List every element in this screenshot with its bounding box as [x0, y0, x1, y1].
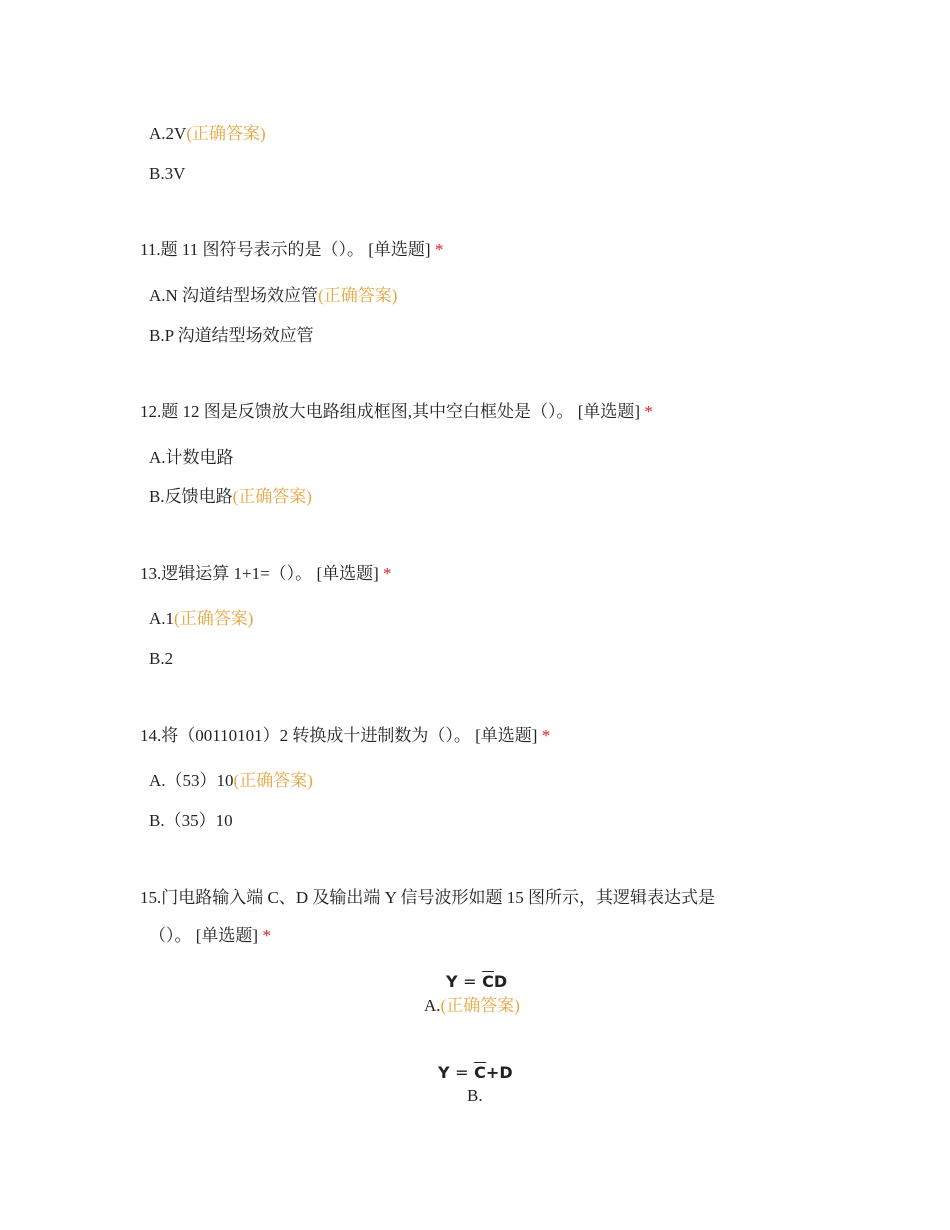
question-type: [单选题]	[195, 926, 259, 945]
required-mark: *	[541, 726, 551, 745]
q12-option-b[interactable]: B.反馈电路(正确答案)	[149, 487, 312, 506]
q15-title-line1: 15.门电路输入端 C、D 及输出端 Y 信号波形如题 15 图所示，其逻辑表达式是	[140, 888, 716, 907]
q14-title: 14.将（00110101）2 转换成十进制数为（）。 [单选题] *	[140, 726, 551, 745]
question-type: [单选题]	[368, 240, 431, 259]
q13-option-b[interactable]: B.2	[149, 649, 174, 668]
required-mark: *	[644, 402, 653, 421]
question-type: [单选题]	[316, 564, 379, 583]
correct-answer-mark: (正确答案)	[186, 124, 266, 143]
q11-option-b[interactable]: B.P 沟道结型场效应管	[149, 326, 314, 345]
q11-title: 11.题 11 图符号表示的是（）。 [单选题] *	[140, 240, 444, 259]
q15-option-b[interactable]: B.	[467, 1086, 483, 1105]
q15-formula-b: $Y = \overline{C}+D$	[438, 1063, 513, 1082]
q10-option-b[interactable]: B.3V	[149, 164, 186, 183]
q12-option-a[interactable]: A.计数电路	[149, 448, 234, 467]
question-type: [单选题]	[475, 726, 538, 745]
q14-option-b[interactable]: B.（35）10	[149, 811, 233, 830]
correct-answer-mark: (正确答案)	[174, 609, 254, 628]
correct-answer-mark: (正确答案)	[440, 996, 520, 1015]
correct-answer-mark: (正确答案)	[233, 771, 313, 790]
q15-option-a[interactable]: A.(正确答案)	[424, 996, 520, 1015]
correct-answer-mark: (正确答案)	[232, 487, 312, 506]
correct-answer-mark: (正确答案)	[318, 286, 398, 305]
q13-option-a[interactable]: A.1(正确答案)	[149, 609, 254, 628]
q14-option-a[interactable]: A.（53）10(正确答案)	[149, 771, 313, 790]
q10-option-a[interactable]: A.2V(正确答案)	[149, 124, 266, 143]
q12-title: 12.题 12 图是反馈放大电路组成框图,其中空白框处是（）。 [单选题] *	[140, 402, 653, 421]
q15-title-line2: （）。 [单选题] *	[149, 926, 271, 945]
required-mark: *	[262, 926, 271, 945]
q15-formula-a: $Y = \overline{C}D$	[446, 972, 508, 991]
required-mark: *	[434, 240, 444, 259]
q11-option-a[interactable]: A.N 沟道结型场效应管(正确答案)	[149, 286, 398, 305]
required-mark: *	[383, 564, 392, 583]
question-type: [单选题]	[577, 402, 641, 421]
q13-title: 13.逻辑运算 1+1=（）。 [单选题] *	[140, 564, 392, 583]
